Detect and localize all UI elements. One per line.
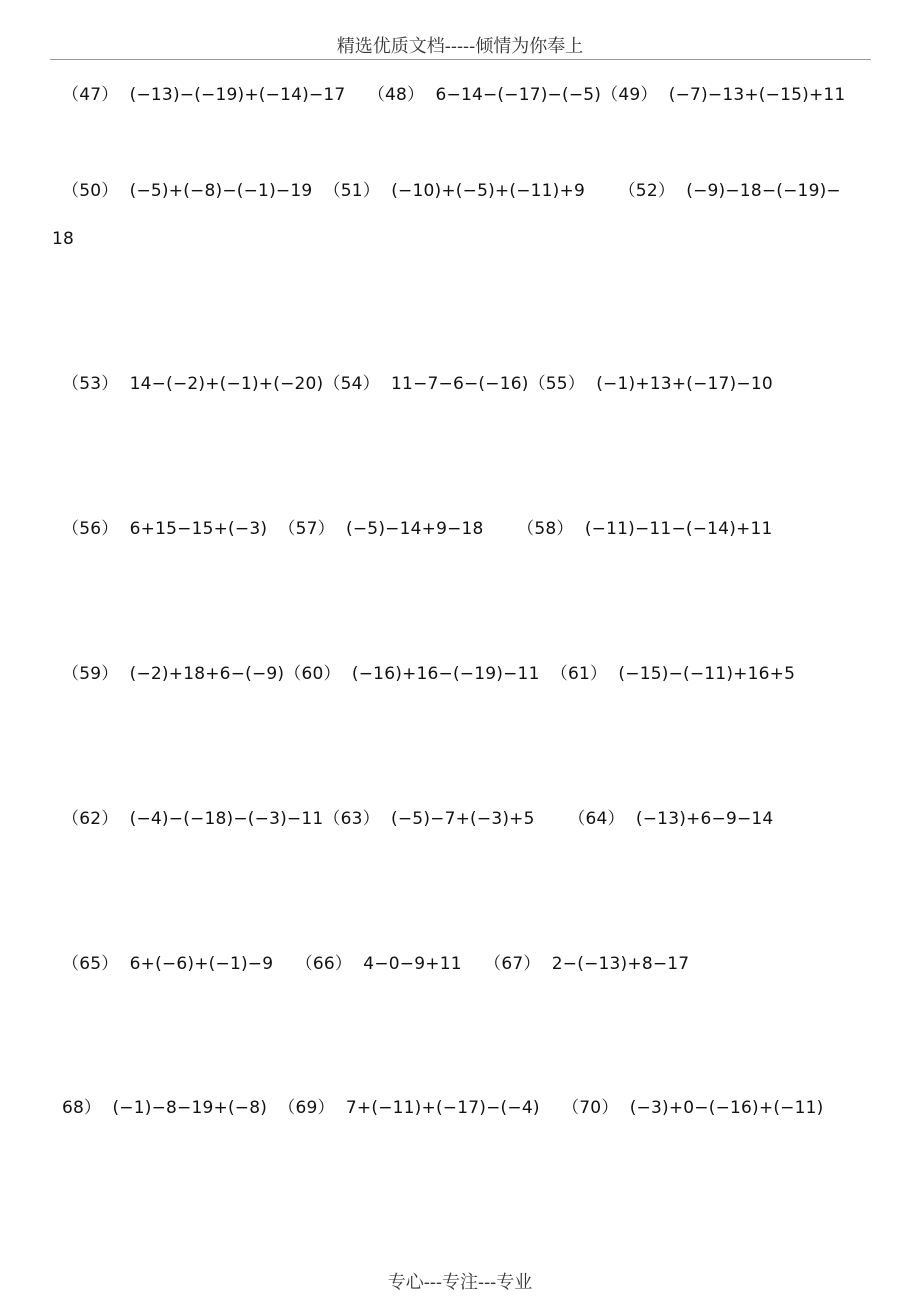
- header-divider: [50, 59, 871, 60]
- page-footer: 专心---专注---专业: [387, 1272, 533, 1293]
- problem-row-56-58: （56） 6+15−15+(−3) （57） (−5)−14+9−18 （58） (−11)−11−(−14)+11: [62, 519, 773, 539]
- problem-row-59-61: （59） (−2)+18+6−(−9)（60） (−16)+16−(−19)−11 （61） (−15)−(−11)+16+5: [62, 664, 796, 684]
- problem-row-62-64: （62） (−4)−(−18)−(−3)−11（63） (−5)−7+(−3)+5 （64） (−13)+6−9−14: [62, 809, 774, 829]
- page-header: 精选优质文档-----倾情为你奉上: [336, 36, 584, 57]
- problem-row-52-continuation: 18: [52, 229, 75, 249]
- problem-row-53-55: （53） 14−(−2)+(−1)+(−20)（54） 11−7−6−(−16)（55） (−1)+13+(−17)−10: [62, 374, 773, 394]
- problem-row-50-52: （50） (−5)+(−8)−(−1)−19 （51） (−10)+(−5)+(−11)+9 （52） (−9)−18−(−19)−: [62, 181, 841, 201]
- problem-row-68-70: 68） (−1)−8−19+(−8) （69） 7+(−11)+(−17)−(−4) （70） (−3)+0−(−16)+(−11): [62, 1098, 824, 1118]
- problem-row-47-49: （47） (−13)−(−19)+(−14)−17 （48） 6−14−(−17)−(−5)（49） (−7)−13+(−15)+11: [62, 85, 846, 105]
- problem-row-65-67: （65） 6+(−6)+(−1)−9 （66） 4−0−9+11 （67） 2−(−13)+8−17: [62, 954, 690, 974]
